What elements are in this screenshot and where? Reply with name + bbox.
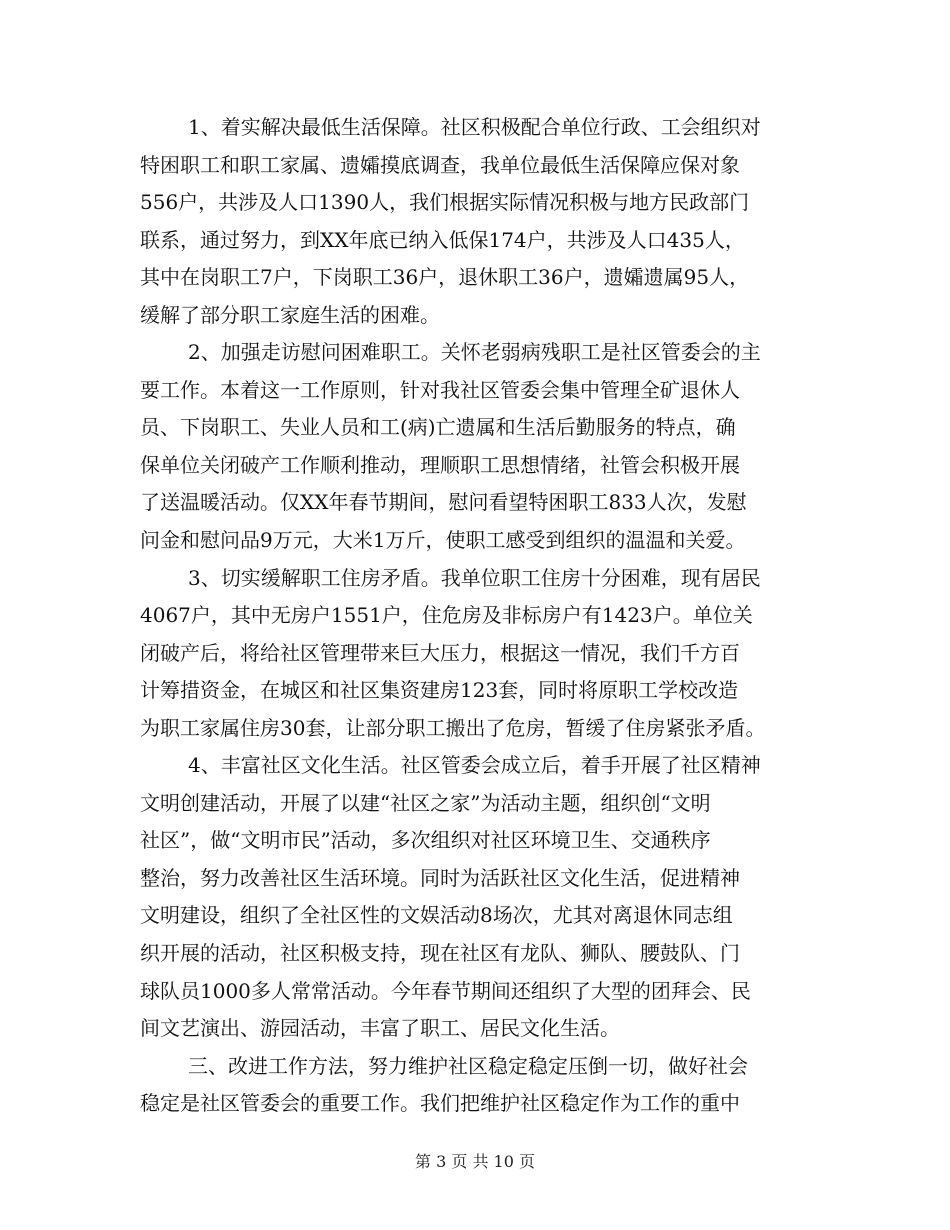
text-line: 计筹措资金，在城区和社区集资建房123套，同时将原职工学校改造: [140, 678, 739, 703]
page-footer: 第 3 页 共 10 页: [415, 1152, 535, 1171]
text-line: 文明创建活动，开展了以建“社区之家”为活动主题，组织创“文明: [140, 790, 711, 815]
text-line: 问金和慰问品9万元，大米1万斤，使职工感受到组织的温温和关爱。: [140, 528, 746, 553]
text-line: 556户，共涉及人口1390人，我们根据实际情况积极与地方民政部门: [140, 190, 750, 215]
text-line: 要工作。本着这一工作原则，针对我社区管委会集中管理全矿退休人: [140, 377, 740, 402]
paragraph-first-line: 3、切实缓解职工住房矛盾。我单位职工住房十分困难，现有居民: [188, 565, 761, 590]
paragraph-first-line: 4、丰富社区文化生活。社区管委会成立后，着手开展了社区精神: [188, 753, 761, 778]
text-line: 其中在岗职工7户，下岗职工36户，退休职工36户，遗孀遗属95人，: [140, 265, 750, 290]
text-line: 员、下岗职工、失业人员和工(病)亡遗属和生活后勤服务的特点，确: [140, 415, 736, 440]
text-line: 织开展的活动，社区积极支持，现在社区有龙队、狮队、腰鼓队、门: [140, 941, 740, 966]
text-line: 社区”，做“文明市民”活动，多次组织对社区环境卫生、交通秩序: [140, 828, 711, 853]
text-line: 特困职工和职工家属、遗孀摸底调查，我单位最低生活保障应保对象: [140, 152, 740, 177]
paragraph-first-line: 三、改进工作方法，努力维护社区稳定稳定压倒一切，做好社会: [188, 1053, 748, 1078]
text-line: 间文艺演出、游园活动，丰富了职工、居民文化生活。: [140, 1016, 620, 1041]
text-line: 球队员1000多人常常活动。今年春节期间还组织了大型的团拜会、民: [140, 978, 751, 1003]
text-line: 缓解了部分职工家庭生活的困难。: [140, 302, 440, 327]
text-line: 闭破产后，将给社区管理带来巨大压力，根据这一情况，我们千方百: [140, 640, 740, 665]
text-line: 整治，努力改善社区生活环境。同时为活跃社区文化生活，促进精神: [140, 865, 740, 890]
paragraph-first-line: 2、加强走访慰问困难职工。关怀老弱病残职工是社区管委会的主: [188, 340, 761, 365]
text-line: 联系，通过努力，到XX年底已纳入低保174户，共涉及人口435人，: [140, 227, 745, 252]
text-line: 为职工家属住房30套，让部分职工搬出了危房，暂缓了住房紧张矛盾。: [140, 715, 766, 740]
text-line: 保单位关闭破产工作顺利推动，理顺职工思想情绪，社管会积极开展: [140, 452, 740, 477]
text-line: 稳定是社区管委会的重要工作。我们把维护社区稳定作为工作的重中: [140, 1091, 740, 1116]
text-line: 了送温暖活动。仅XX年春节期间，慰问看望特困职工833人次，发慰: [140, 490, 747, 515]
document-body: [140, 109, 800, 1123]
paragraph-first-line: 1、着实解决最低生活保障。社区积极配合单位行政、工会组织对: [188, 115, 761, 139]
text-line: 4067户，其中无房户1551户，住危房及非标房户有1423户。单位关: [140, 603, 753, 628]
text-line: 文明建设，组织了全社区性的文娱活动8场次，尤其对离退休同志组: [140, 903, 733, 928]
